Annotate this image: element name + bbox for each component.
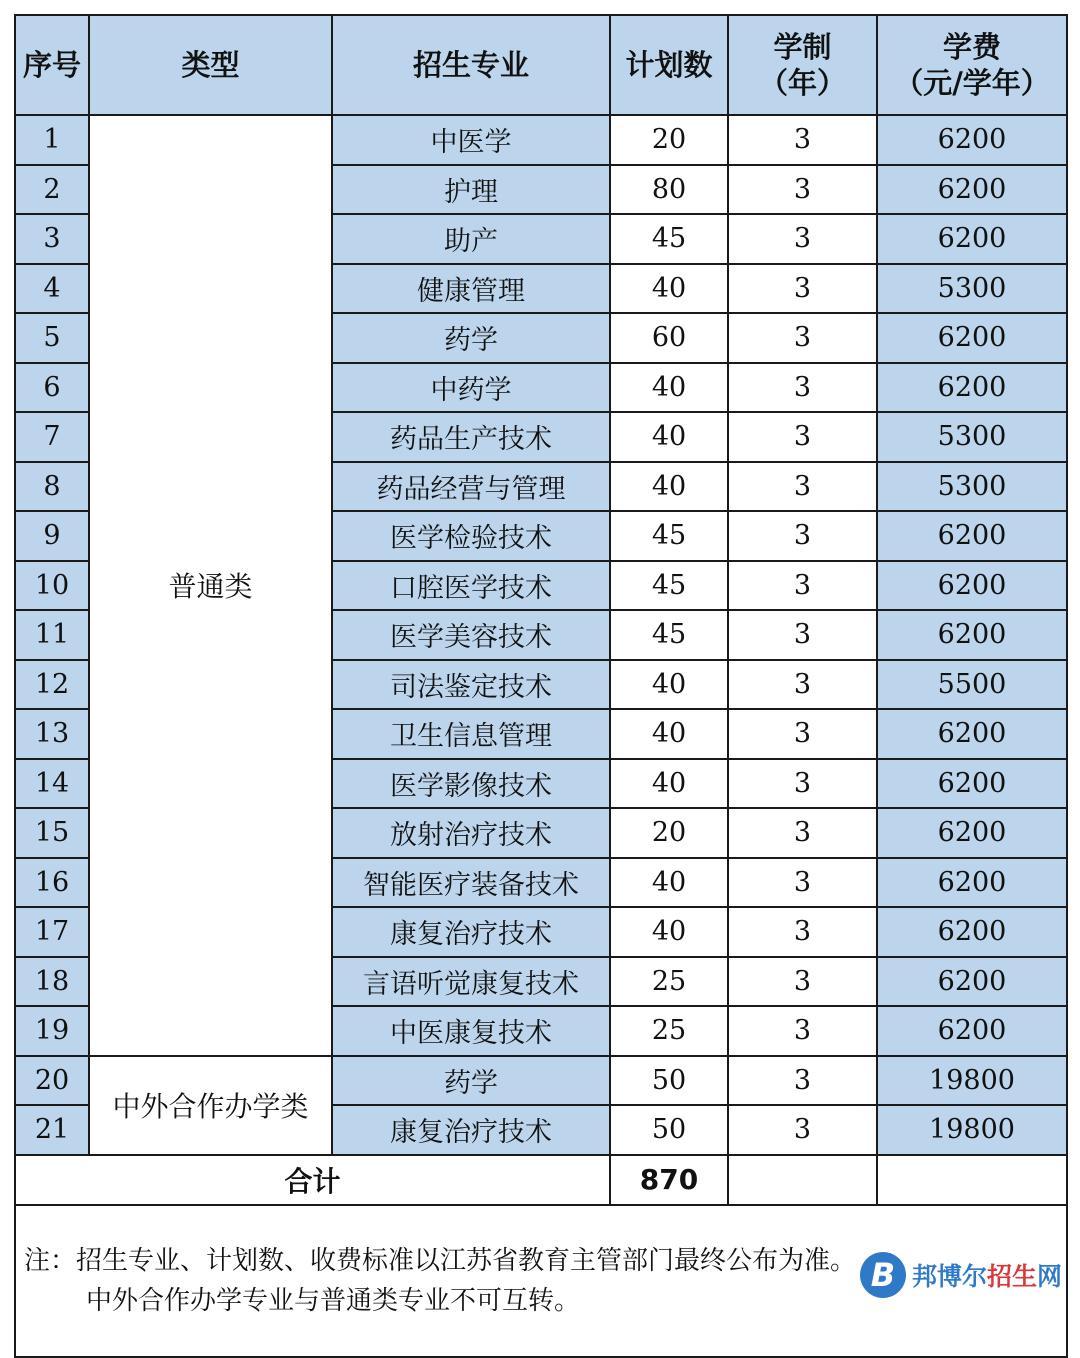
tuition-fee: 6200 (877, 709, 1067, 759)
tuition-fee: 6200 (877, 957, 1067, 1007)
table-body (15, 115, 1067, 1357)
major-name: 药学 (332, 313, 610, 363)
plan-count: 40 (610, 858, 728, 908)
total-empty-duration (728, 1155, 877, 1205)
tuition-fee: 6200 (877, 907, 1067, 957)
plan-count: 40 (610, 462, 728, 512)
duration-years: 3 (728, 957, 877, 1007)
major-name: 护理 (332, 165, 610, 215)
watermark-text-part1: 邦博尔 (911, 1262, 987, 1291)
plan-count: 50 (610, 1056, 728, 1106)
duration-years: 3 (728, 214, 877, 264)
site-watermark (860, 1252, 1062, 1298)
header-fee-line1: 学费 (942, 30, 1001, 64)
watermark-text-part3: 网 (1036, 1262, 1062, 1291)
plan-count: 40 (610, 907, 728, 957)
duration-years: 3 (728, 264, 877, 314)
duration-years: 3 (728, 858, 877, 908)
plan-count: 40 (610, 759, 728, 809)
plan-count: 40 (610, 709, 728, 759)
header-fee (877, 15, 1067, 115)
total-label: 合计 (15, 1155, 610, 1205)
major-name: 康复治疗技术 (332, 907, 610, 957)
tuition-fee: 6200 (877, 808, 1067, 858)
tuition-fee: 6200 (877, 759, 1067, 809)
enrollment-table-container (14, 14, 1066, 1358)
plan-count: 45 (610, 610, 728, 660)
tuition-fee: 6200 (877, 313, 1067, 363)
row-number: 11 (15, 610, 89, 660)
row-number: 19 (15, 1006, 89, 1056)
major-name: 卫生信息管理 (332, 709, 610, 759)
tuition-fee: 6200 (877, 115, 1067, 165)
duration-years: 3 (728, 1056, 877, 1106)
duration-years: 3 (728, 561, 877, 611)
tuition-fee: 19800 (877, 1056, 1067, 1106)
watermark-text-part2: 招生 (986, 1262, 1037, 1291)
plan-count: 25 (610, 957, 728, 1007)
row-number: 10 (15, 561, 89, 611)
major-name: 智能医疗装备技术 (332, 858, 610, 908)
tuition-fee: 6200 (877, 165, 1067, 215)
plan-count: 45 (610, 561, 728, 611)
row-number: 20 (15, 1056, 89, 1106)
duration-years: 3 (728, 1006, 877, 1056)
major-name: 药品生产技术 (332, 412, 610, 462)
row-number: 21 (15, 1105, 89, 1155)
header-fee-line2: （元/学年） (894, 66, 1050, 100)
duration-years: 3 (728, 759, 877, 809)
row-number: 3 (15, 214, 89, 264)
duration-years: 3 (728, 313, 877, 363)
header-plan: 计划数 (610, 15, 728, 115)
row-number: 5 (15, 313, 89, 363)
tuition-fee: 6200 (877, 214, 1067, 264)
major-name: 言语听觉康复技术 (332, 957, 610, 1007)
tuition-fee: 6200 (877, 363, 1067, 413)
row-number: 9 (15, 511, 89, 561)
row-number: 16 (15, 858, 89, 908)
header-duration-line1: 学制 (773, 30, 832, 64)
major-name: 放射治疗技术 (332, 808, 610, 858)
duration-years: 3 (728, 511, 877, 561)
plan-count: 40 (610, 264, 728, 314)
watermark-logo-icon: B (860, 1252, 906, 1298)
plan-count: 40 (610, 412, 728, 462)
duration-years: 3 (728, 165, 877, 215)
plan-count: 40 (610, 363, 728, 413)
tuition-fee: 6200 (877, 610, 1067, 660)
header-type: 类型 (89, 15, 332, 115)
major-name: 药品经营与管理 (332, 462, 610, 512)
enrollment-plan-table (14, 14, 1068, 1358)
table-header-row (15, 15, 1067, 115)
plan-count: 60 (610, 313, 728, 363)
table-row (15, 1056, 1067, 1106)
duration-years: 3 (728, 115, 877, 165)
row-number: 17 (15, 907, 89, 957)
major-name: 助产 (332, 214, 610, 264)
duration-years: 3 (728, 363, 877, 413)
note-line-2: 中外合作办学专业与普通类专业不可互转。 (86, 1285, 581, 1316)
major-name: 医学检验技术 (332, 511, 610, 561)
tuition-fee: 5300 (877, 264, 1067, 314)
duration-years: 3 (728, 1105, 877, 1155)
row-number: 15 (15, 808, 89, 858)
tuition-fee: 6200 (877, 561, 1067, 611)
header-no: 序号 (15, 15, 89, 115)
tuition-fee: 6200 (877, 1006, 1067, 1056)
major-name: 医学美容技术 (332, 610, 610, 660)
major-name: 口腔医学技术 (332, 561, 610, 611)
duration-years: 3 (728, 808, 877, 858)
plan-count: 40 (610, 660, 728, 710)
header-duration (728, 15, 877, 115)
tuition-fee: 5300 (877, 462, 1067, 512)
header-major: 招生专业 (332, 15, 610, 115)
total-row (15, 1155, 1067, 1205)
row-number: 8 (15, 462, 89, 512)
tuition-fee: 5500 (877, 660, 1067, 710)
total-empty-fee (877, 1155, 1067, 1205)
tuition-fee: 19800 (877, 1105, 1067, 1155)
tuition-fee: 6200 (877, 511, 1067, 561)
major-name: 医学影像技术 (332, 759, 610, 809)
major-name: 药学 (332, 1056, 610, 1106)
duration-years: 3 (728, 412, 877, 462)
major-name: 司法鉴定技术 (332, 660, 610, 710)
duration-years: 3 (728, 907, 877, 957)
row-number: 2 (15, 165, 89, 215)
row-number: 4 (15, 264, 89, 314)
plan-count: 50 (610, 1105, 728, 1155)
plan-count: 25 (610, 1006, 728, 1056)
major-name: 中医康复技术 (332, 1006, 610, 1056)
note-line-1: 注：招生专业、计划数、收费标准以江苏省教育主管部门最终公布为准。 (24, 1245, 857, 1276)
plan-count: 45 (610, 214, 728, 264)
row-number: 12 (15, 660, 89, 710)
duration-years: 3 (728, 660, 877, 710)
major-name: 中医学 (332, 115, 610, 165)
tuition-fee: 5300 (877, 412, 1067, 462)
row-number: 14 (15, 759, 89, 809)
category-sino-foreign: 中外合作办学类 (89, 1056, 332, 1155)
watermark-text (912, 1257, 1062, 1293)
total-value: 870 (610, 1155, 728, 1205)
tuition-fee: 6200 (877, 858, 1067, 908)
major-name: 康复治疗技术 (332, 1105, 610, 1155)
major-name: 中药学 (332, 363, 610, 413)
row-number: 7 (15, 412, 89, 462)
table-row (15, 115, 1067, 165)
header-duration-line2: （年） (758, 66, 846, 100)
row-number: 1 (15, 115, 89, 165)
plan-count: 20 (610, 115, 728, 165)
plan-count: 80 (610, 165, 728, 215)
major-name: 健康管理 (332, 264, 610, 314)
duration-years: 3 (728, 462, 877, 512)
row-number: 18 (15, 957, 89, 1007)
category-general: 普通类 (89, 115, 332, 1056)
plan-count: 20 (610, 808, 728, 858)
row-number: 13 (15, 709, 89, 759)
row-number: 6 (15, 363, 89, 413)
duration-years: 3 (728, 610, 877, 660)
duration-years: 3 (728, 709, 877, 759)
plan-count: 45 (610, 511, 728, 561)
